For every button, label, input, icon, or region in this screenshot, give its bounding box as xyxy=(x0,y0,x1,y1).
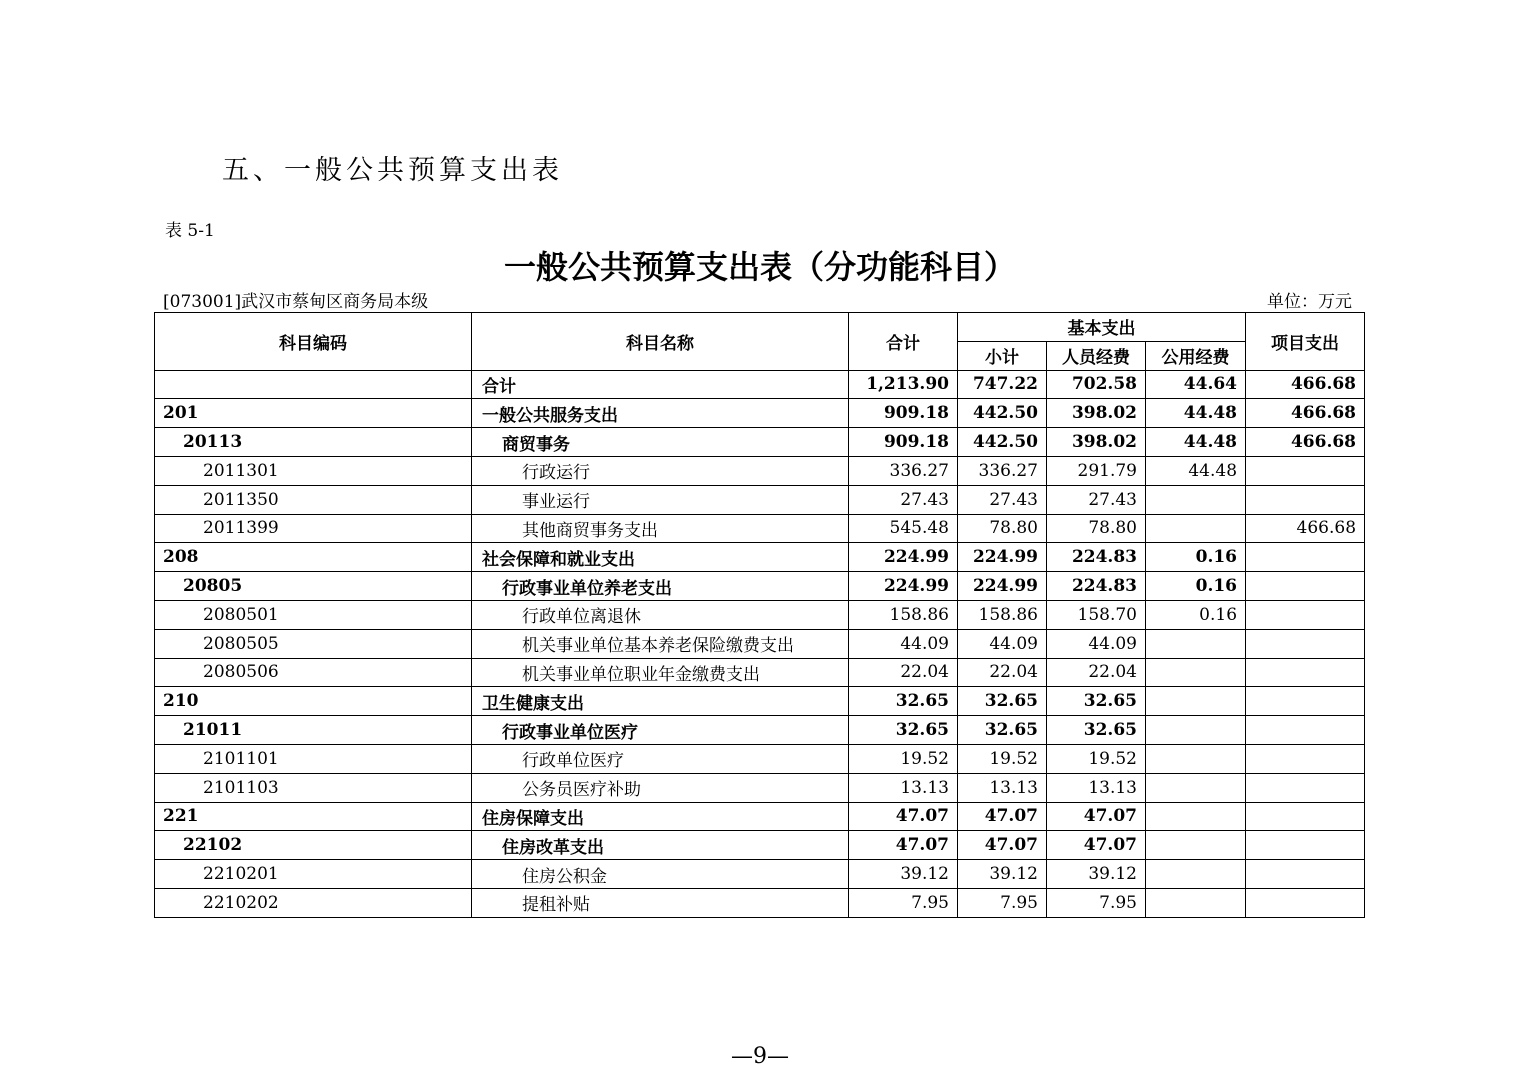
cell-public xyxy=(1146,802,1246,831)
cell-name: 卫生健康支出 xyxy=(472,687,849,716)
cell-personnel: 702.58 xyxy=(1047,370,1146,399)
cell-subtotal: 224.99 xyxy=(958,572,1047,601)
cell-public xyxy=(1146,888,1246,917)
cell-personnel: 158.70 xyxy=(1047,600,1146,629)
cell-personnel: 224.83 xyxy=(1047,572,1146,601)
cell-public xyxy=(1146,716,1246,745)
cell-personnel: 32.65 xyxy=(1047,716,1146,745)
header-total: 合计 xyxy=(849,313,958,371)
cell-code: 22102 xyxy=(155,831,472,860)
cell-name: 其他商贸事务支出 xyxy=(472,514,849,543)
table-row xyxy=(155,802,1365,831)
cell-public: 0.16 xyxy=(1146,572,1246,601)
cell-subtotal: 44.09 xyxy=(958,629,1047,658)
cell-total: 336.27 xyxy=(849,456,958,485)
cell-subtotal: 336.27 xyxy=(958,456,1047,485)
cell-code: 2011301 xyxy=(155,456,472,485)
cell-subtotal: 7.95 xyxy=(958,888,1047,917)
table-row xyxy=(155,716,1365,745)
table-row xyxy=(155,860,1365,889)
cell-name: 住房公积金 xyxy=(472,860,849,889)
cell-subtotal: 47.07 xyxy=(958,802,1047,831)
cell-total: 545.48 xyxy=(849,514,958,543)
cell-code: 2101101 xyxy=(155,744,472,773)
cell-public: 0.16 xyxy=(1146,600,1246,629)
cell-subtotal: 27.43 xyxy=(958,485,1047,514)
cell-total: 1,213.90 xyxy=(849,370,958,399)
budget-table xyxy=(154,312,1365,918)
cell-total: 909.18 xyxy=(849,399,958,428)
cell-project xyxy=(1246,658,1365,687)
cell-subtotal: 22.04 xyxy=(958,658,1047,687)
cell-name: 行政事业单位医疗 xyxy=(472,716,849,745)
cell-name: 社会保障和就业支出 xyxy=(472,543,849,572)
cell-code: 2210202 xyxy=(155,888,472,917)
table-row xyxy=(155,456,1365,485)
table-body xyxy=(155,370,1365,917)
table-header xyxy=(155,313,1365,371)
page-number: —9— xyxy=(731,1044,789,1069)
cell-public xyxy=(1146,687,1246,716)
table-row xyxy=(155,888,1365,917)
cell-subtotal: 19.52 xyxy=(958,744,1047,773)
cell-code: 2080505 xyxy=(155,629,472,658)
cell-total: 32.65 xyxy=(849,687,958,716)
cell-personnel: 47.07 xyxy=(1047,802,1146,831)
cell-name: 行政单位离退休 xyxy=(472,600,849,629)
cell-subtotal: 78.80 xyxy=(958,514,1047,543)
table-number: 表 5-1 xyxy=(165,221,215,241)
cell-subtotal: 158.86 xyxy=(958,600,1047,629)
cell-name: 行政事业单位养老支出 xyxy=(472,572,849,601)
cell-personnel: 398.02 xyxy=(1047,428,1146,457)
cell-name: 合计 xyxy=(472,370,849,399)
cell-personnel: 224.83 xyxy=(1047,543,1146,572)
table-row xyxy=(155,572,1365,601)
table-row xyxy=(155,831,1365,860)
cell-personnel: 13.13 xyxy=(1047,773,1146,802)
header-name: 科目名称 xyxy=(472,313,849,371)
cell-subtotal: 39.12 xyxy=(958,860,1047,889)
table-row xyxy=(155,399,1365,428)
cell-personnel: 291.79 xyxy=(1047,456,1146,485)
cell-project xyxy=(1246,629,1365,658)
cell-code xyxy=(155,370,472,399)
cell-project xyxy=(1246,831,1365,860)
cell-personnel: 7.95 xyxy=(1047,888,1146,917)
cell-project xyxy=(1246,744,1365,773)
cell-name: 住房保障支出 xyxy=(472,802,849,831)
cell-total: 47.07 xyxy=(849,831,958,860)
cell-name: 商贸事务 xyxy=(472,428,849,457)
cell-total: 27.43 xyxy=(849,485,958,514)
table-title: 一般公共预算支出表（分功能科目） xyxy=(503,248,1016,286)
cell-project xyxy=(1246,600,1365,629)
cell-total: 158.86 xyxy=(849,600,958,629)
cell-code: 20113 xyxy=(155,428,472,457)
cell-total: 13.13 xyxy=(849,773,958,802)
cell-code: 2210201 xyxy=(155,860,472,889)
cell-name: 提租补贴 xyxy=(472,888,849,917)
cell-personnel: 44.09 xyxy=(1047,629,1146,658)
table-row xyxy=(155,543,1365,572)
cell-subtotal: 747.22 xyxy=(958,370,1047,399)
cell-personnel: 39.12 xyxy=(1047,860,1146,889)
cell-name: 行政单位医疗 xyxy=(472,744,849,773)
cell-project xyxy=(1246,773,1365,802)
cell-name: 公务员医疗补助 xyxy=(472,773,849,802)
cell-public xyxy=(1146,831,1246,860)
cell-public: 44.48 xyxy=(1146,456,1246,485)
table-row xyxy=(155,514,1365,543)
cell-public: 44.64 xyxy=(1146,370,1246,399)
cell-public: 0.16 xyxy=(1146,543,1246,572)
cell-subtotal: 32.65 xyxy=(958,687,1047,716)
cell-subtotal: 32.65 xyxy=(958,716,1047,745)
cell-personnel: 47.07 xyxy=(1047,831,1146,860)
table-row xyxy=(155,773,1365,802)
cell-project xyxy=(1246,543,1365,572)
header-public: 公用经费 xyxy=(1146,341,1246,370)
unit-name: [073001]武汉市蔡甸区商务局本级 xyxy=(163,292,429,312)
cell-code: 2101103 xyxy=(155,773,472,802)
cell-name: 事业运行 xyxy=(472,485,849,514)
cell-personnel: 19.52 xyxy=(1047,744,1146,773)
header-personnel: 人员经费 xyxy=(1047,341,1146,370)
table-row xyxy=(155,600,1365,629)
cell-total: 22.04 xyxy=(849,658,958,687)
cell-project xyxy=(1246,716,1365,745)
cell-project xyxy=(1246,485,1365,514)
cell-total: 32.65 xyxy=(849,716,958,745)
cell-public xyxy=(1146,658,1246,687)
header-basic: 基本支出 xyxy=(958,313,1246,342)
table-row xyxy=(155,485,1365,514)
cell-project xyxy=(1246,456,1365,485)
cell-total: 224.99 xyxy=(849,572,958,601)
table-row xyxy=(155,629,1365,658)
table-row xyxy=(155,687,1365,716)
cell-total: 224.99 xyxy=(849,543,958,572)
cell-project: 466.68 xyxy=(1246,514,1365,543)
header-code: 科目编码 xyxy=(155,313,472,371)
cell-total: 39.12 xyxy=(849,860,958,889)
cell-code: 2080506 xyxy=(155,658,472,687)
header-subtotal: 小计 xyxy=(958,341,1047,370)
cell-subtotal: 13.13 xyxy=(958,773,1047,802)
cell-code: 21011 xyxy=(155,716,472,745)
cell-project: 466.68 xyxy=(1246,399,1365,428)
cell-subtotal: 47.07 xyxy=(958,831,1047,860)
cell-subtotal: 224.99 xyxy=(958,543,1047,572)
cell-project xyxy=(1246,888,1365,917)
cell-personnel: 32.65 xyxy=(1047,687,1146,716)
cell-name: 行政运行 xyxy=(472,456,849,485)
cell-project xyxy=(1246,860,1365,889)
cell-project xyxy=(1246,687,1365,716)
cell-name: 一般公共服务支出 xyxy=(472,399,849,428)
cell-public xyxy=(1146,485,1246,514)
cell-code: 208 xyxy=(155,543,472,572)
cell-total: 47.07 xyxy=(849,802,958,831)
table-row xyxy=(155,370,1365,399)
section-title: 五、一般公共预算支出表 xyxy=(222,155,563,186)
cell-code: 221 xyxy=(155,802,472,831)
cell-code: 2011350 xyxy=(155,485,472,514)
cell-personnel: 27.43 xyxy=(1047,485,1146,514)
cell-public xyxy=(1146,514,1246,543)
cell-subtotal: 442.50 xyxy=(958,399,1047,428)
cell-code: 201 xyxy=(155,399,472,428)
cell-project: 466.68 xyxy=(1246,428,1365,457)
unit-label: 单位：万元 xyxy=(1267,292,1352,312)
cell-code: 20805 xyxy=(155,572,472,601)
cell-public: 44.48 xyxy=(1146,399,1246,428)
cell-project xyxy=(1246,802,1365,831)
cell-code: 210 xyxy=(155,687,472,716)
cell-public xyxy=(1146,773,1246,802)
cell-subtotal: 442.50 xyxy=(958,428,1047,457)
cell-project: 466.68 xyxy=(1246,370,1365,399)
cell-personnel: 398.02 xyxy=(1047,399,1146,428)
cell-total: 44.09 xyxy=(849,629,958,658)
cell-code: 2080501 xyxy=(155,600,472,629)
cell-project xyxy=(1246,572,1365,601)
table-row xyxy=(155,744,1365,773)
cell-total: 909.18 xyxy=(849,428,958,457)
cell-public xyxy=(1146,860,1246,889)
cell-total: 19.52 xyxy=(849,744,958,773)
cell-personnel: 22.04 xyxy=(1047,658,1146,687)
cell-name: 机关事业单位职业年金缴费支出 xyxy=(472,658,849,687)
cell-public: 44.48 xyxy=(1146,428,1246,457)
header-project: 项目支出 xyxy=(1246,313,1365,371)
cell-public xyxy=(1146,629,1246,658)
cell-public xyxy=(1146,744,1246,773)
cell-total: 7.95 xyxy=(849,888,958,917)
cell-name: 住房改革支出 xyxy=(472,831,849,860)
table-row xyxy=(155,658,1365,687)
cell-name: 机关事业单位基本养老保险缴费支出 xyxy=(472,629,849,658)
table-row xyxy=(155,428,1365,457)
cell-code: 2011399 xyxy=(155,514,472,543)
cell-personnel: 78.80 xyxy=(1047,514,1146,543)
